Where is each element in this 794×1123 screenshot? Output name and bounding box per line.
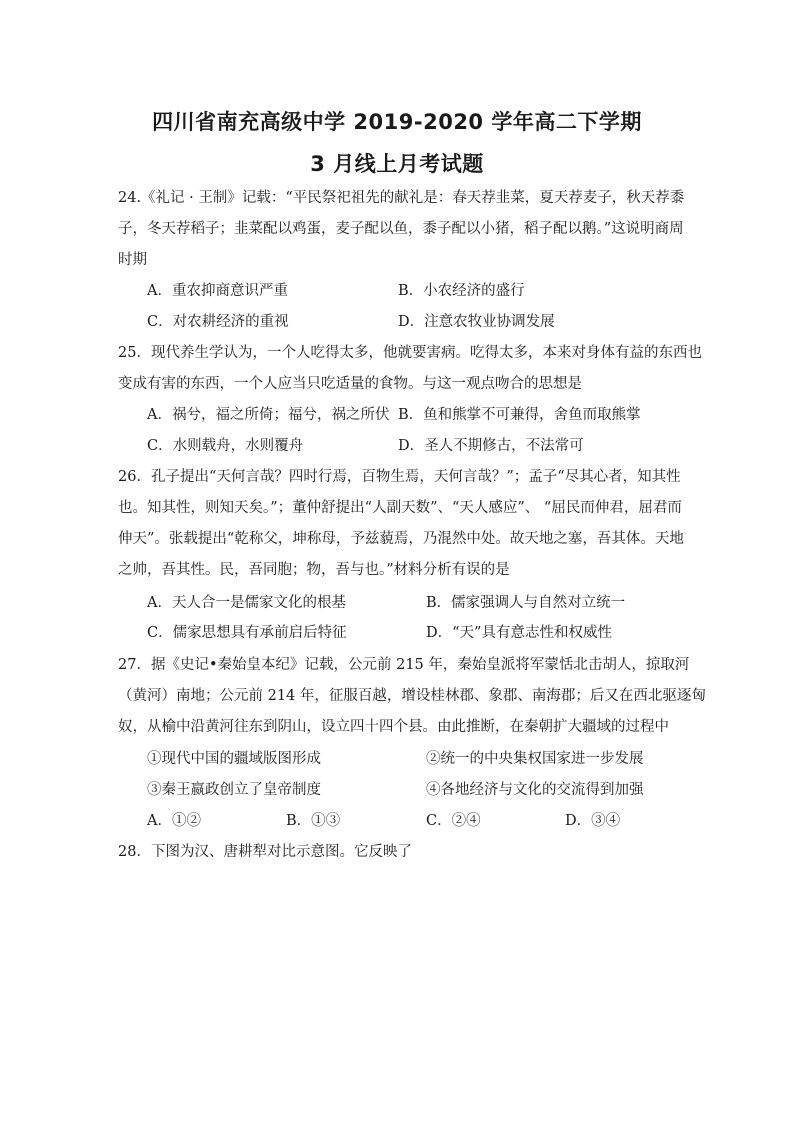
statement-3: ③秦王嬴政创立了皇帝制度 [147,782,321,798]
option-c: C．②④ [426,813,481,829]
option-b: B．小农经济的盛行 [398,283,525,299]
option-a: A．祸兮，福之所倚；福兮，祸之所伏 [147,407,390,423]
question-stem-line: 奴，从榆中沿黄河往东到阴山，设立四十四个县。由此推断，在秦朝扩大疆域的过程中 [118,719,669,735]
question-stem-line: 也。知其性，则知天矣。”；董仲舒提出“人副天数”、“天人感应”、 “屈民而伸君，屈君而 [118,500,682,516]
option-c: C．对农耕经济的重视 [147,314,289,330]
question-stem-line: 之帅，吾其性。民，吾同胞；物，吾与也。”材料分析有误的是 [118,562,510,578]
question-stem-line: 27．据《史记•秦始皇本纪》记载，公元前 215 年，秦始皇派将军蒙恬北击胡人，掠取河 [118,657,690,673]
statement-4: ④各地经济与文化的交流得到加强 [426,782,644,798]
question-stem-line: 25．现代养生学认为，一个人吃得太多，他就要害病。吃得太多，本来对身体有益的东西也 [118,345,702,361]
exam-title: 四川省南充高级中学 2019-2020 学年高二下学期 [152,110,642,134]
question-stem-line: 伸天”。张载提出“乾称父，坤称母，予兹藐焉，乃混然中处。故天地之塞，吾其体。天地 [118,531,684,547]
question-stem-line: 时期 [118,252,147,268]
option-a: A．①② [147,813,201,829]
option-d: D．注意农牧业协调发展 [398,314,555,330]
option-a: A．重农抑商意识严重 [147,283,288,299]
statement-2: ②统一的中央集权国家进一步发展 [426,751,644,767]
question-stem-line: 28．下图为汉、唐耕犁对比示意图。它反映了 [118,844,412,860]
question-stem-line: 24.《礼记 · 王制》记载：“平民祭祀祖先的献礼是：春天荐韭菜，夏天荐麦子，秋天荐黍 [118,190,685,206]
option-b: B．儒家强调人与自然对立统一 [426,595,626,611]
option-b: B．鱼和熊掌不可兼得，舍鱼而取熊掌 [398,407,641,423]
question-stem-line: 子，冬天荐稻子；韭菜配以鸡蛋，麦子配以鱼，黍子配以小猪，稻子配以鹅。”这说明商周 [118,221,684,237]
exam-subtitle: 3 月线上月考试题 [310,152,484,176]
statement-1: ①现代中国的疆域版图形成 [147,751,321,767]
option-c: C．儒家思想具有承前启后特征 [147,625,347,641]
option-d: D．③④ [565,813,621,829]
question-stem-line: 26．孔子提出“天何言哉？四时行焉，百物生焉，天何言哉？”；孟子“尽其心者，知其性 [118,469,681,485]
question-stem-line: 变成有害的东西，一个人应当只吃适量的食物。与这一观点吻合的思想是 [118,376,582,392]
question-stem-line: （黄河）南地；公元前 214 年，征服百越，增设桂林郡、象郡、南海郡；后又在西北驱逐匈 [118,688,706,704]
option-b: B．①③ [286,813,341,829]
option-d: D．圣人不期修古，不法常可 [398,438,584,454]
option-d: D．“天”具有意志性和权威性 [426,625,612,641]
option-c: C．水则载舟，水则覆舟 [147,438,304,454]
option-a: A．天人合一是儒家文化的根基 [147,595,346,611]
